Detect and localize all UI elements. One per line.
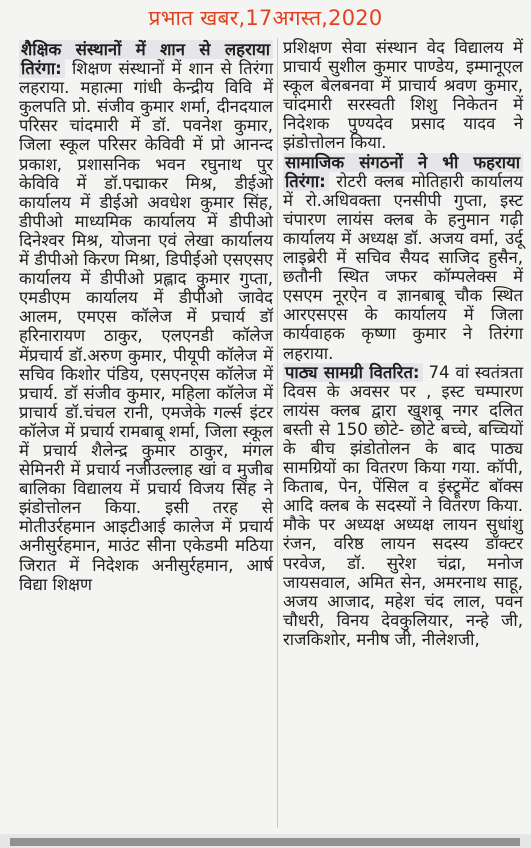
body-social: रोटरी क्लब मोतिहारी कार्यालय में रो.अधिवक्ता एनसीपी गुप्ता, इस्ट चंपारण लायंस क्लब के हनुमान गढ़ी कार्यालय में अध्यक्ष डॉ. अजय वर्मा, उर्दू लाइब्रेरी में सचिव सैयद साजिद हुसैन, छतौनी स्थित जफर कॉम्पलेक्स में एसएम नूरऐन व ज्ञानबाबू चौक स्थित आरएसएस के कार्यालय में जिला कार्यवाहक कृष्णा कुमार ने तिरंगा लहराया.: [283, 171, 523, 363]
bottom-edge-strip: [0, 834, 531, 848]
column-divider: [277, 38, 278, 828]
article-paragraph-education: [19, 40, 273, 594]
article-continuation: प्रशिक्षण सेवा संस्थान वेद विद्यालय में प्राचार्य सुशील कुमार पाण्डेय, इम्मानूएल स्कूल बेलबनवा में प्राचार्य श्रवण कुमार, चांदमारी सरस्वती शिशु निकेतन में निदेशक पुण्यदेव प्रसाद यादव ने झंडोत्तोलन किया.: [283, 38, 523, 153]
subheading-education: शैक्षिक संस्थानों में शान से लहराया तिरंगा:: [19, 40, 273, 78]
right-column: [283, 38, 523, 649]
left-column: [19, 40, 273, 594]
article-paragraph-distribution: [283, 363, 523, 649]
subheading-distribution: पाठ्य सामग्री वितरित:: [283, 363, 423, 382]
subheading-social: सामाजिक संगठनों ने भी फहराया तिरंगा:: [283, 153, 523, 191]
dateline: प्रभात खबर,17अगस्त,2020: [148, 6, 383, 30]
body-distribution: 74 वां स्वतंत्रता दिवस के अवसर पर , इस्ट चम्पारण लायंस क्लब द्वारा खुशबू नगर दलित बस्ती से 150 छोटे- छोटे बच्चे, बच्चियों के बीच झंडोतोलन के बाद पाठ्य सामग्रियों का वितरण किया गया. कॉपी, किताब, पेन, पेंसिल व इंस्ट्रूमेंट बॉक्स आदि क्लब के सदस्यों ने वितरण किया. मौके पर अध्यक्ष अध्यक्ष लायन सुधांशु रंजन, वरिष्ठ लायन सदस्य डॉक्टर परवेज, डॉ. सुरेश चंद्रा, मनोज जायसवाल, अमित सेन, अमरनाथ साहू, अजय आजाद, महेश चंद लाल, पवन चौधरी, विनय देवकुलियार, नन्हे जी, राजकिशोर, मनीष जी, नीलेशजी,: [283, 362, 523, 649]
article-paragraph-social: [283, 153, 523, 363]
body-education: शिक्षण संस्थानों में शान से तिरंगा लहराया. महात्मा गांधी केन्द्रीय विवि में कुलपति प्रो. संजीव कुमार शर्मा, दीनदयाल परिसर चांदमारी में डॉ. पवनेश कुमार, जिला स्कूल परिसर केविवी में प्रो आनन्द प्रकाश, प्रशासनिक भवन रघुनाथ पुर केविवि में डॉ.पद्माकर मिश्र, डीईओ कार्यालय में डीईओ अवधेश कुमार सिंह, डीपीओ माध्यमिक कार्यालय में डीपीओ दिनेश्वर मिश्र, योजना एवं लेखा कार्यालय में डीपीओ किरण मिश्रा, डिपीईओ एसएसए कार्यालय में डीपीओ प्रह्लाद कुमार गुप्ता, एमडीएम कार्यालय में डीपीओ जावेद आलम, एमएस कॉलेज में प्रचार्य डॉ हरिनारायण ठाकुर, एलएनडी कॉलेज मेंप्रचार्य डॉ.अरुण कुमार, पीयूपी कॉलेज में सचिव किशोर पंडिय, एसएनएस कॉलेज में प्रचार्य. डॉ संजीव कुमार, महिला कॉलेज में प्राचार्य डॉ.चंचल रानी, एमजेके गर्ल्स इंटर कॉलेज में प्रचार्य रामबाबू शर्मा, जिला स्कूल में प्रचार्य शैलेन्द्र कुमार ठाकुर, मंगल सेमिनरी में प्रचार्य नजीउल्लाह खां व मुजीब बालिका विद्यालय में प्रचार्य विजय सिंह ने झंडोत्तोलन किया. इसी तरह से मोतीउर्रहमान आइटीआई कालेज में प्रचार्य अनीसुर्रहमान, माउंट सीना एकेडमी मठिया जिरात में निदेशक अनीसुर्रहमान, आर्ष विद्या शिक्षण: [19, 59, 273, 594]
bottom-dark-band: [10, 838, 520, 846]
